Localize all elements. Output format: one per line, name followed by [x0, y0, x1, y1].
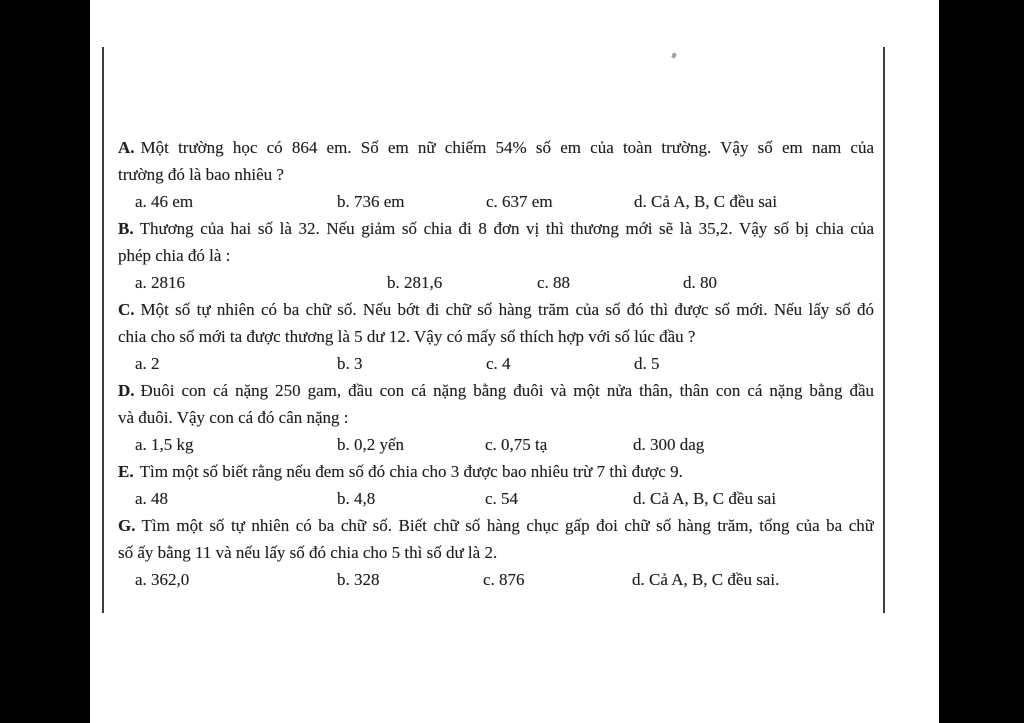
option-d: d. 300 dag: [633, 435, 705, 454]
option-c: c. 0,75 tạ: [485, 435, 548, 454]
question-label: G.: [118, 516, 136, 535]
option-b: b. 736 em: [337, 192, 405, 211]
right-page-border-line: [883, 47, 885, 613]
question-line: [118, 296, 874, 323]
options-row: [118, 188, 874, 215]
question-label: A.: [118, 138, 135, 157]
question-line: [118, 512, 874, 539]
option-b: b. 281,6: [387, 273, 443, 292]
options-row: [118, 431, 874, 458]
question-d: [118, 377, 874, 458]
question-line: [118, 404, 874, 431]
option-c: c. 876: [483, 570, 525, 589]
question-line: [118, 242, 874, 269]
question-line: [118, 539, 874, 566]
left-black-bar: [0, 0, 90, 723]
question-g: [118, 512, 874, 593]
options-row: [118, 350, 874, 377]
question-label: B.: [118, 219, 134, 238]
question-line: [118, 377, 874, 404]
scan-artifact-speck: [671, 52, 677, 58]
question-line: [118, 134, 874, 161]
question-line: [118, 458, 874, 485]
question-text: trường đó là bao nhiêu ?: [118, 165, 284, 184]
option-d: d. 80: [683, 273, 717, 292]
question-text: số ấy bằng 11 và nếu lấy số đó chia cho 5 thì số dư là 2.: [118, 543, 498, 562]
option-b: b. 4,8: [337, 489, 376, 508]
option-d: d. 5: [634, 354, 660, 373]
question-b: [118, 215, 874, 296]
options-row: [118, 269, 874, 296]
question-line: [118, 215, 874, 242]
question-text: và đuôi. Vậy con cá đó cân nặng :: [118, 408, 349, 427]
question-text: Thương của hai số là 32. Nếu giảm số chia đi 8 đơn vị thì thương mới sẽ là 35,2. Vậy số bị chia của: [139, 219, 874, 238]
question-text: phép chia đó là :: [118, 246, 231, 265]
left-page-border-line: [102, 47, 104, 613]
option-a: a. 362,0: [135, 570, 190, 589]
option-a: a. 1,5 kg: [135, 435, 194, 454]
option-d: d. Cả A, B, C đều sai.: [632, 570, 780, 589]
question-line: [118, 323, 874, 350]
options-row: [118, 566, 874, 593]
option-a: a. 46 em: [135, 192, 194, 211]
option-d: d. Cả A, B, C đều sai: [633, 489, 777, 508]
option-b: b. 328: [337, 570, 380, 589]
option-b: b. 0,2 yến: [337, 435, 405, 454]
question-text: Tìm một số biết rằng nếu đem số đó chia cho 3 được bao nhiêu trừ 7 thì được 9.: [139, 462, 683, 481]
option-c: c. 4: [486, 354, 511, 373]
option-a: a. 48: [135, 489, 169, 508]
question-text: Một số tự nhiên có ba chữ số. Nếu bớt đi chữ số hàng trăm của số đó thì được số mới. Nếu lấy số đó: [140, 300, 874, 319]
question-label: E.: [118, 462, 134, 481]
question-text: Đuôi con cá nặng 250 gam, đầu con cá nặng bằng đuôi và một nửa thân, thân con cá nặng bằng đầu: [140, 381, 874, 400]
question-text: chia cho số mới ta được thương là 5 dư 12. Vậy có mấy số thích hợp với số lúc đầu ?: [118, 327, 696, 346]
question-label: C.: [118, 300, 135, 319]
option-c: c. 88: [537, 273, 571, 292]
option-a: a. 2: [135, 354, 160, 373]
question-label: D.: [118, 381, 135, 400]
options-row: [118, 485, 874, 512]
question-e: [118, 458, 874, 512]
question-c: [118, 296, 874, 377]
option-c: c. 54: [485, 489, 519, 508]
question-line: [118, 161, 874, 188]
question-a: [118, 134, 874, 215]
option-d: d. Cả A, B, C đều sai: [634, 192, 778, 211]
right-black-bar: [939, 0, 1024, 723]
option-a: a. 2816: [135, 273, 186, 292]
question-text: Tìm một số tự nhiên có ba chữ số. Biết chữ số hàng chục gấp đoi chữ số hàng trăm, tổng của ba chữ: [141, 516, 874, 535]
option-c: c. 637 em: [486, 192, 553, 211]
option-b: b. 3: [337, 354, 363, 373]
question-text: Một trường học có 864 em. Số em nữ chiếm 54% số em của toàn trường. Vậy số em nam của: [140, 138, 874, 157]
question-list: [118, 134, 874, 593]
